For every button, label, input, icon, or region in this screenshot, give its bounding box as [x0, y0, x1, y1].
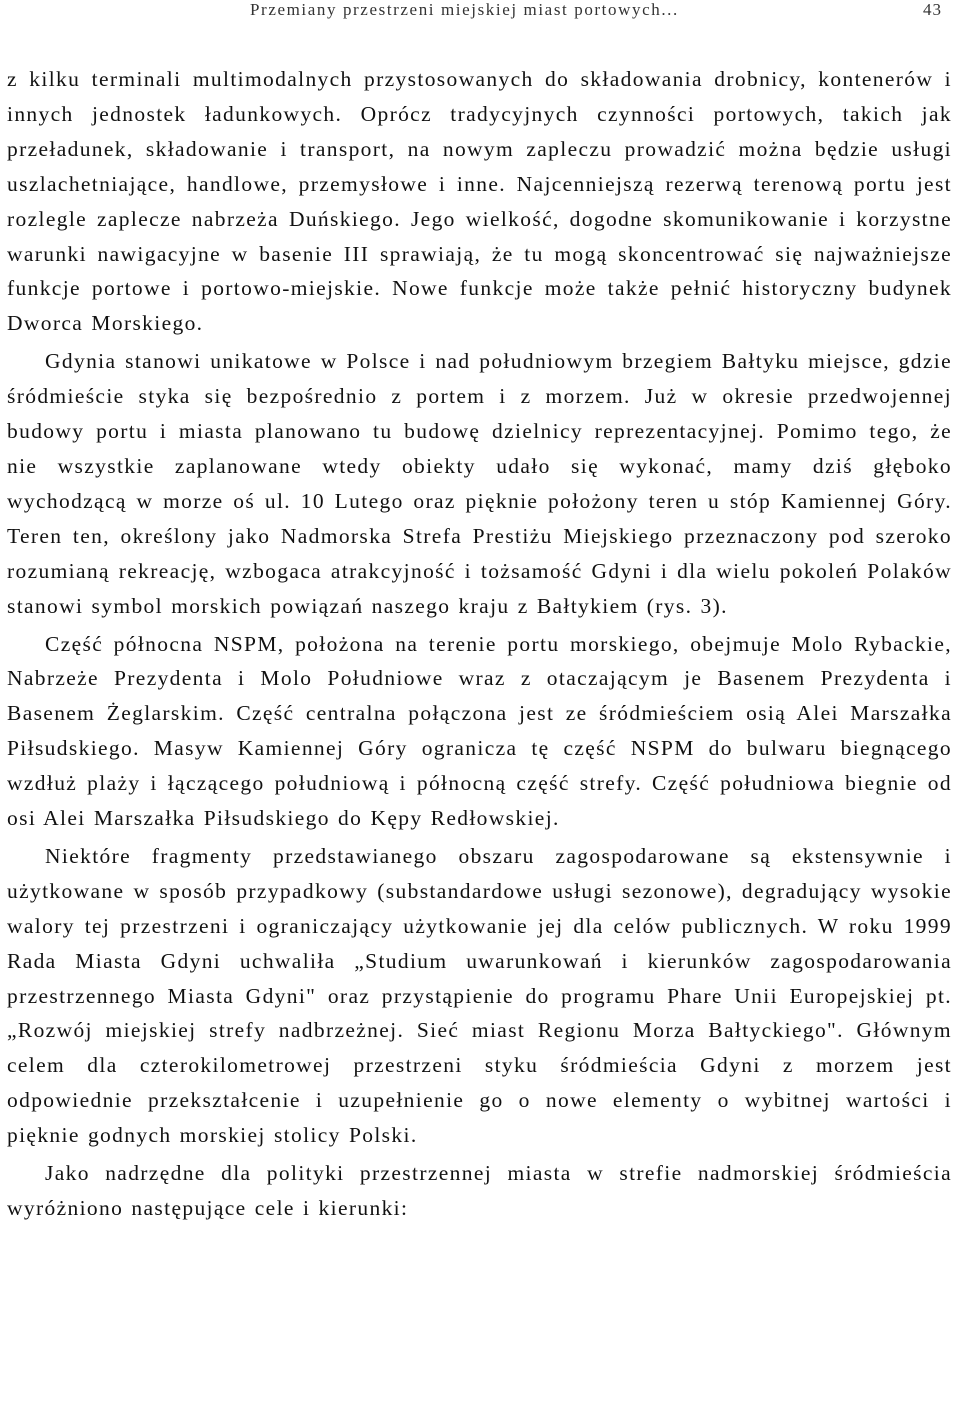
- page-number: 43: [923, 0, 942, 19]
- paragraph-nspm-parts: Część północna NSPM, położona na terenie portu morskiego, obejmuje Molo Rybackie, Nabrzeże Prezydenta i Molo Południowe wraz z otaczającym je Basenem Prezydenta i Basenem Żeglarskim. Część centralna połączona jest ze śródmieściem osią Alei Marszałka Piłsudskiego. Masyw Kamiennej Góry ogranicza tę część NSPM do bulwaru biegnącego wzdłuż plaży i łączącego południową i północną część strefy. Część południowa biegnie od osi Alei Marszałka Piłsudskiego do Kępy Redłowskiej.: [7, 631, 952, 831]
- paragraph-gdynia-unique: Gdynia stanowi unikatowe w Polsce i nad południowym brzegiem Bałtyku miejsce, gdzie śródmieście styka się bezpośrednio z portem i z morzem. Już w okresie przedwojennej budowy portu i miasta planowano tu budowę dzielnicy reprezentacyjnej. Pomimo tego, że nie wszystkie zaplanowane wtedy obiekty udało się wykonać, mamy dziś głęboko wychodzącą w morze oś ul. 10 Lutego oraz pięknie położony teren u stóp Kamiennej Góry. Teren ten, określony jako Nadmorska Strefa Prestiżu Miejskiego przeznaczony pod szeroko rozumianą rekreację, wzbogaca atrakcyjność i tożsamość Gdyni i dla wielu pokoleń Polaków stanowi symbol morskich powiązań naszego kraju z Bałtykiem (rys. 3).: [7, 349, 952, 618]
- page-header: [0, 0, 960, 34]
- body-text: [7, 62, 952, 1226]
- running-title: Przemiany przestrzeni miejskiej miast portowych...: [250, 0, 679, 19]
- paragraph-fragments: Niektóre fragmenty przedstawianego obszaru zagospodarowane są ekstensywnie i użytkowane w sposób przypadkowy (substandardowe usługi sezonowe), degradujący wysokie walory tej przestrzeni i ograniczający użytkowanie jej dla celów publicznych. W roku 1999 Rada Miasta Gdyni uchwaliła „Studium uwarunkowań i kierunków zagospodarowania przestrzennego Miasta Gdyni" oraz przystąpienie do programu Phare Unii Europejskiej pt. „Rozwój miejskiej strefy nadbrzeżnej. Sieć miast Regionu Morza Bałtyckiego". Głównym celem dla czterokilometrowej przestrzeni styku śródmieścia Gdyni z morzem jest odpowiednie przekształcenie i uzupełnienie go o nowe elementy o wybitnej wartości i pięknie godnych morskiej stolicy Polski.: [7, 843, 952, 1148]
- paragraph-goals-intro: Jako nadrzędne dla polityki przestrzennej miasta w strefie nadmorskiej śródmieścia wyróżniono następujące cele i kierunki:: [7, 1161, 952, 1220]
- paragraph-continuation: z kilku terminali multimodalnych przystosowanych do składowania drobnicy, kontenerów i innych jednostek ładunkowych. Oprócz tradycyjnych czynności portowych, takich jak przeładunek, składowanie i transport, na nowym zapleczu prowadzić można będzie usługi uszlachetniające, handlowe, przemysłowe i inne. Najcenniejszą rezerwą terenową portu jest rozlegle zaplecze nabrzeża Duńskiego. Jego wielkość, dogodne skomunikowanie i korzystne warunki nawigacyjne w basenie III sprawiają, że tu mogą skoncentrować się najważniejsze funkcje portowe i portowo-miejskie. Nowe funkcje może także pełnić historyczny budynek Dworca Morskiego.: [7, 67, 952, 336]
